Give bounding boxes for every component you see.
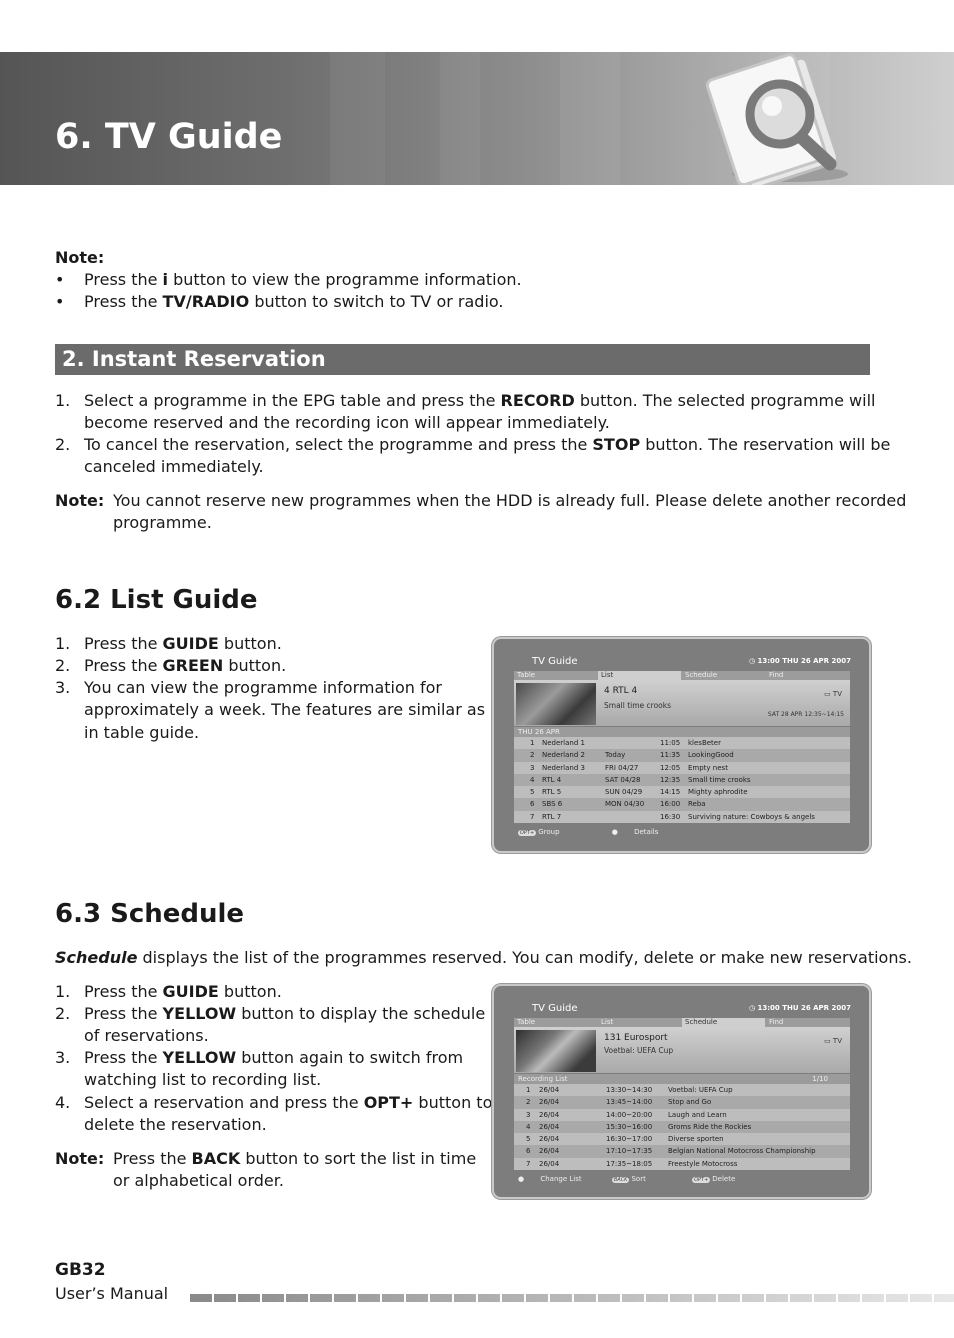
section-heading-list-guide: 6.2 List Guide [55,585,258,615]
tab-schedule[interactable]: Schedule [685,671,718,679]
screen-footer: ● Change List BACK Sort OPT+ Delete [518,1175,736,1183]
schedule-screenshot [492,984,871,1199]
manual-label: User’s Manual [55,1284,169,1303]
info-programme: Voetbal: UEFA Cup [604,1046,674,1055]
section-heading-instant-reservation: 2. Instant Reservation [55,344,870,375]
tab-find[interactable]: Find [769,1018,784,1026]
instant-step-1: 1. Select a programme in the EPG table and press the RECORD button. The selected programme will [55,391,876,410]
screen-clock: ◷ 13:00 THU 26 APR 2007 [748,657,851,665]
tab-list[interactable]: List [598,671,681,680]
tv-icon: ▭ [824,1037,833,1045]
instant-step-2: 2. To cancel the reservation, select the programme and press the STOP button. The reservation will be [55,435,891,454]
screen-tabs [514,1018,850,1027]
list-day-header: THU 26 APR [514,727,850,737]
table-row[interactable]: 3 26/04 14:00~20:00 Laugh and Learn [514,1109,850,1121]
info-channel: 131 Eurosport [604,1033,668,1043]
screen-title: TV Guide [532,1003,578,1014]
preview-thumbnail [516,1030,596,1072]
recording-list-header: Recording List 1/10 [514,1074,850,1084]
info-tv: ▭ TV [824,1037,842,1045]
schedule-step-2-cont: of reservations. [84,1026,209,1045]
tab-table[interactable]: Table [517,671,536,679]
tab-find[interactable]: Find [769,671,784,679]
table-row[interactable]: 5 26/04 16:30~17:00 Diverse sporten [514,1133,850,1145]
instant-step-1-cont: become reserved and the recording icon will appear immediately. [84,413,610,432]
list-rows [514,737,850,823]
tab-table[interactable]: Table [517,1018,536,1026]
preview-thumbnail [516,683,596,725]
footer-decoration [190,1294,954,1302]
list-item[interactable]: 6 SBS 6 MON 04/30 16:00 Reba [514,798,850,810]
back-key-icon: BACK [613,1177,628,1183]
yellow-key-icon: ● [518,1175,527,1183]
list-step-3-cont-2: in table guide. [84,723,200,742]
schedule-intro: Schedule displays the list of the programmes reserved. You can modify, delete or make new reservations. [55,948,912,967]
list-item[interactable]: 4 RTL 4 SAT 04/28 12:35 Small time crooks [514,774,850,786]
info-key-icon: ● [611,828,621,836]
list-item[interactable]: 7 RTL 7 16:30 Surviving nature: Cowboys & angels [514,811,850,823]
instant-note-text-2: programme. [113,513,212,532]
section-heading-schedule: 6.3 Schedule [55,899,245,929]
list-guide-screenshot [492,637,871,853]
screen-footer: OPT+ Group ● Details [520,828,659,836]
info-tv: ▭ TV [824,690,842,698]
instant-note-text-1: You cannot reserve new programmes when the HDD is already full. Please delete another recorded [113,491,907,510]
schedule-note-text: Press the BACK button to sort the list in time [113,1149,477,1168]
note-label: Note: [55,248,105,267]
page-title: 6. TV Guide [55,117,283,157]
list-step-3-cont-1: approximately a week. The features are similar as [84,700,486,719]
opt-key-icon: OPT+ [520,830,535,836]
list-item[interactable]: 3 Nederland 3 FRI 04/27 12:05 Empty nest [514,762,850,774]
tv-icon: ▭ [824,690,833,698]
note-bullet-1: • Press the i button to view the programme information. [55,270,522,289]
table-row[interactable]: 7 26/04 17:35~18:05 Freestyle Motocross [514,1158,850,1170]
list-item[interactable]: 1 Nederland 1 11:05 klesBeter [514,737,850,749]
schedule-step-4-cont: delete the reservation. [84,1115,267,1134]
note-bullet-2: • Press the TV/RADIO button to switch to TV or radio. [55,292,504,311]
schedule-step-3-cont: watching list to recording list. [84,1070,322,1089]
screen-title: TV Guide [532,656,578,667]
schedule-note-label: Note: [55,1149,105,1168]
schedule-rows [514,1084,850,1170]
info-programme: Small time crooks [604,701,672,710]
schedule-note-cont: or alphabetical order. [113,1171,284,1190]
instant-note-label: Note: [55,491,105,510]
schedule-step-3: 3. Press the YELLOW button again to switch from [55,1048,464,1067]
list-item[interactable]: 5 RTL 5 SUN 04/29 14:15 Mighty aphrodite [514,786,850,798]
info-date: SAT 28 APR 12:35~14:15 [767,711,844,718]
programme-info [514,1027,850,1073]
programme-info [514,680,850,726]
schedule-step-4: 4. Select a reservation and press the OPT+ button to [55,1093,493,1112]
info-channel: 4 RTL 4 [604,686,638,696]
screen-clock: ◷ 13:00 THU 26 APR 2007 [748,1004,851,1012]
list-step-1: 1. Press the GUIDE button. [55,634,282,653]
screen-tabs [514,671,850,680]
schedule-step-1: 1. Press the GUIDE button. [55,982,282,1001]
opt-key-icon: OPT+ [694,1177,709,1183]
table-row[interactable]: 6 26/04 17:10~17:35 Belgian National Motocross Championship [514,1145,850,1157]
tab-list[interactable]: List [601,1018,614,1026]
list-item[interactable]: 2 Nederland 2 Today 11:35 LookingGood [514,749,850,761]
table-row[interactable]: 4 26/04 15:30~16:00 Groms Ride the Rockies [514,1121,850,1133]
magnifier-document-icon [698,52,858,185]
clock-icon: ◷ [748,657,758,665]
schedule-step-2: 2. Press the YELLOW button to display the schedule [55,1004,486,1023]
instant-step-2-cont: canceled immediately. [84,457,264,476]
clock-icon: ◷ [748,1004,758,1012]
tab-schedule[interactable]: Schedule [682,1018,765,1027]
table-row[interactable]: 1 26/04 13:30~14:30 Voetbal: UEFA Cup [514,1084,850,1096]
model-code: GB32 [55,1260,106,1280]
list-step-2: 2. Press the GREEN button. [55,656,287,675]
list-step-3: 3. You can view the programme information for [55,678,443,697]
table-row[interactable]: 2 26/04 13:45~14:00 Stop and Go [514,1096,850,1108]
